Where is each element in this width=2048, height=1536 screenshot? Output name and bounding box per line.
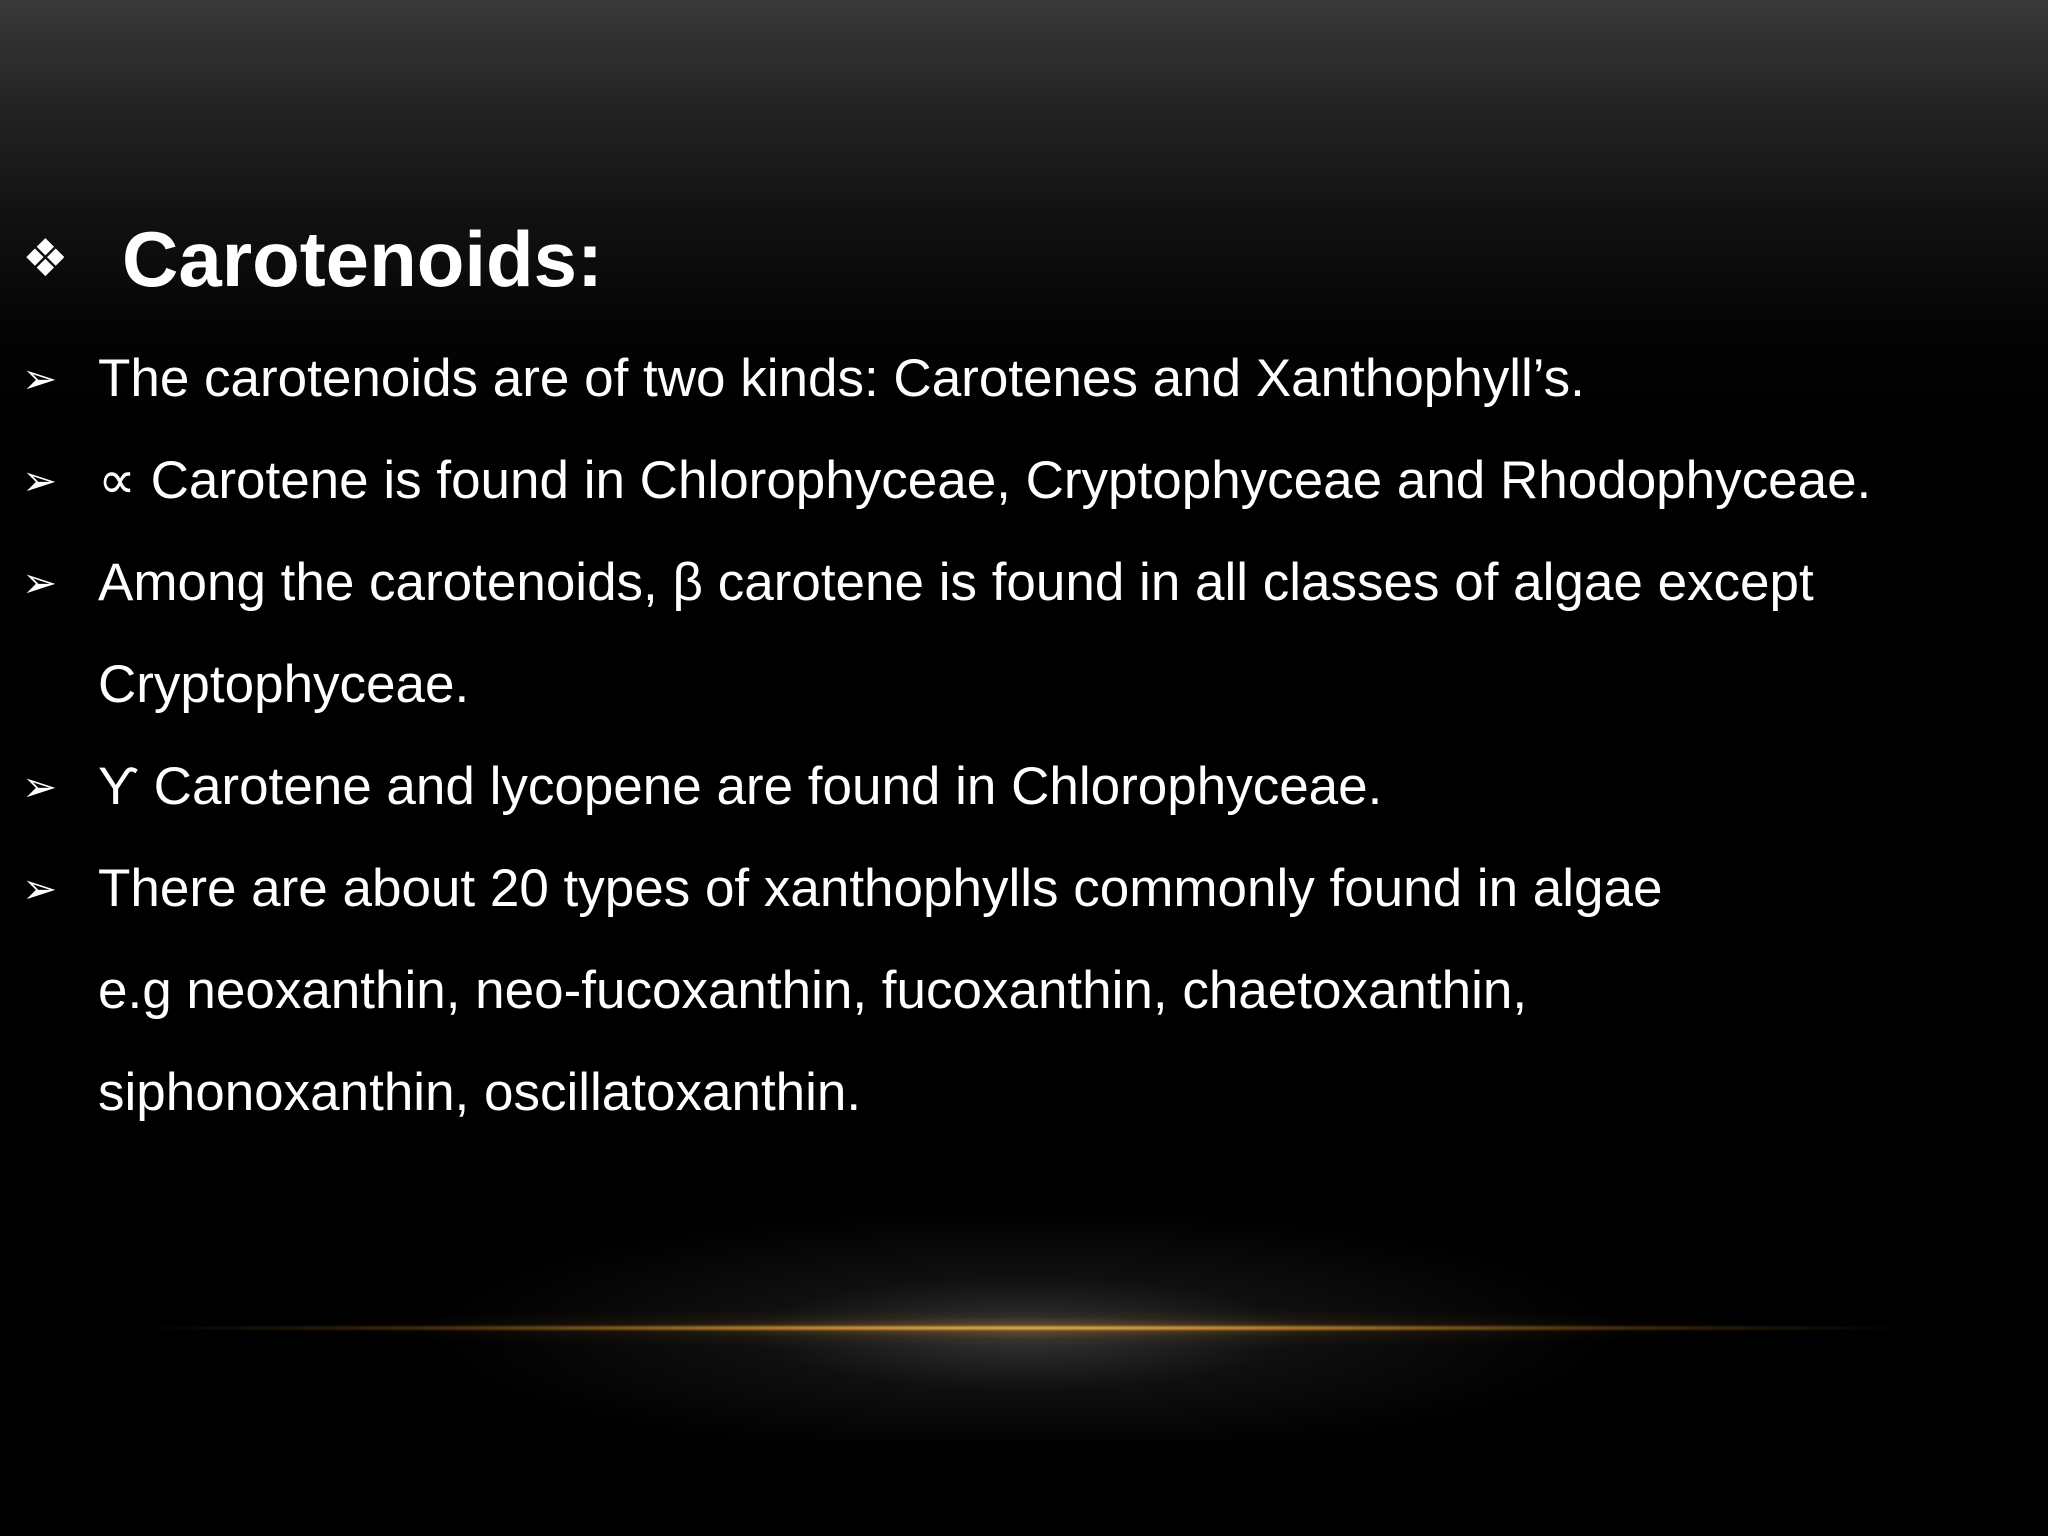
- gold-accent-line: [120, 1325, 1928, 1331]
- diamond-bullet-icon: ❖: [22, 229, 69, 289]
- bullet-item: [22, 736, 2042, 838]
- bullet-text: The carotenoids are of two kinds: Carotenes and Xanthophyll’s.: [98, 349, 1585, 408]
- arrow-bullet-icon: ➢: [22, 762, 58, 811]
- arrow-bullet-icon: ➢: [22, 558, 58, 607]
- bullet-item: [22, 532, 2042, 736]
- title-text: Carotenoids:: [122, 214, 604, 303]
- slide-title: [22, 214, 603, 304]
- bullet-text: Among the carotenoids, β carotene is found in all classes of algae except Cryptophyceae.: [98, 553, 1814, 714]
- arrow-bullet-icon: ➢: [22, 864, 58, 913]
- bottom-glow: [424, 1160, 1624, 1440]
- bullet-text: ∝ Carotene is found in Chlorophyceae, Cryptophyceae and Rhodophyceae.: [98, 451, 1872, 510]
- bullet-item: [22, 328, 2042, 430]
- bullet-item: [22, 430, 2042, 532]
- bullet-list: [22, 328, 2042, 1144]
- bullet-item: [22, 838, 2042, 1144]
- arrow-bullet-icon: ➢: [22, 354, 58, 403]
- bullet-text: There are about 20 types of xanthophylls commonly found in algae e.g neoxanthin, neo-fucoxanthin, fucoxanthin, chaetoxanthin, siphonoxanthin, oscillatoxanthin.: [98, 859, 1663, 1122]
- bullet-text: Ƴ Carotene and lycopene are found in Chlorophyceae.: [98, 757, 1383, 816]
- arrow-bullet-icon: ➢: [22, 456, 58, 505]
